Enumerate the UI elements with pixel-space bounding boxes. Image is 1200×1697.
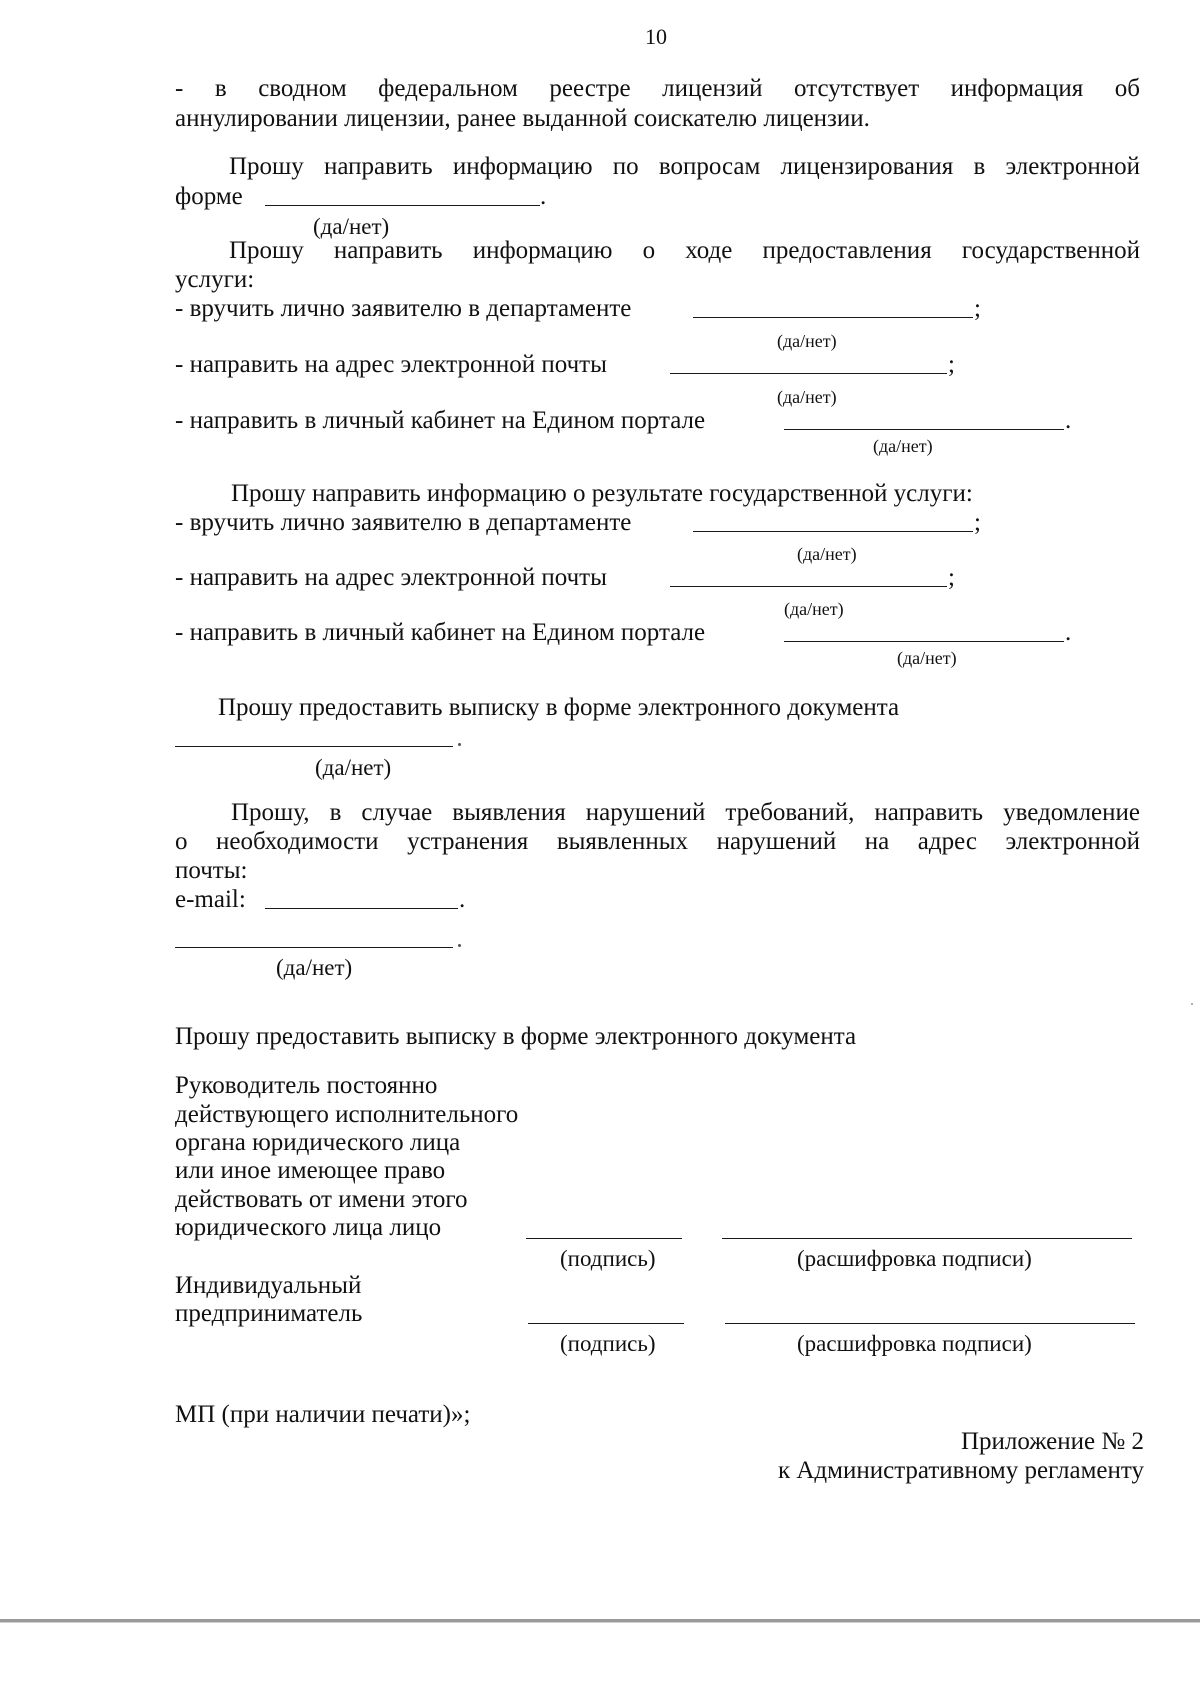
progress-line-1: Прошу направить информацию о ходе предоставления государственной xyxy=(229,237,1140,264)
req1-line-2: форме xyxy=(175,183,243,210)
intro-line-1: - в сводном федеральном реестре лицензий отсутствует информация об xyxy=(175,75,1140,102)
page-number: 10 xyxy=(645,24,667,49)
req1-period: . xyxy=(540,183,547,210)
result-item-1-semicolon: ; xyxy=(974,509,981,536)
result-item-2-semicolon: ; xyxy=(948,564,955,591)
scan-speck xyxy=(1191,1003,1193,1005)
result-item-3: - направить в личный кабинет на Едином портале xyxy=(175,619,706,646)
appendix-line-1: Приложение № 2 xyxy=(960,1428,1144,1455)
violation-answer-line[interactable] xyxy=(175,947,453,948)
progress-item-1: - вручить лично заявителю в департаменте xyxy=(175,295,632,322)
head-line-3: органа юридического лица xyxy=(175,1129,461,1156)
req1-yes-no-caption: (да/нет) xyxy=(313,214,390,239)
email-period: . xyxy=(459,886,466,913)
progress-item-1-caption: (да/нет) xyxy=(777,331,837,351)
head-line-6: юридического лица лицо xyxy=(175,1214,442,1241)
entrepreneur-decode-caption: (расшифровка подписи) xyxy=(797,1331,1032,1356)
extract-request-2: Прошу предоставить выписку в форме электронного документа xyxy=(175,1023,857,1050)
progress-item-2-semicolon: ; xyxy=(948,351,955,378)
result-item-2: - направить на адрес электронной почты xyxy=(175,564,607,591)
extract-request-1-dot xyxy=(458,743,461,746)
entrepreneur-line-1: Индивидуальный xyxy=(175,1272,362,1299)
progress-item-1-answer-line[interactable] xyxy=(693,317,973,318)
head-signature-line[interactable] xyxy=(526,1238,682,1239)
progress-item-2-caption: (да/нет) xyxy=(777,387,837,407)
entrepreneur-decode-line[interactable] xyxy=(725,1323,1135,1324)
email-input-line[interactable] xyxy=(265,908,458,909)
intro-line-2: аннулировании лицензии, ранее выданной соискателю лицензии. xyxy=(175,105,870,132)
extract-request-1: Прошу предоставить выписку в форме электронного документа xyxy=(218,694,900,721)
page-bottom-edge-shadow xyxy=(0,1622,1200,1623)
progress-item-3-period: . xyxy=(1065,407,1072,434)
result-item-1: - вручить лично заявителю в департаменте xyxy=(175,509,632,536)
progress-item-2: - направить на адрес электронной почты xyxy=(175,351,607,378)
result-item-1-caption: (да/нет) xyxy=(797,544,857,564)
result-item-3-caption: (да/нет) xyxy=(897,648,957,668)
head-line-2: действующего исполнительного xyxy=(175,1101,519,1128)
entrepreneur-signature-line[interactable] xyxy=(528,1323,684,1324)
violation-answer-dot xyxy=(458,944,461,947)
result-item-2-answer-line[interactable] xyxy=(670,586,947,587)
appendix-line-2: к Административному регламенту xyxy=(777,1457,1144,1484)
stamp-note: МП (при наличии печати)»; xyxy=(175,1401,471,1428)
progress-item-3-caption: (да/нет) xyxy=(873,436,933,456)
entrepreneur-line-2: предприниматель xyxy=(175,1300,363,1327)
entrepreneur-signature-caption: (подпись) xyxy=(560,1331,656,1356)
result-line-1: Прошу направить информацию о результате государственной услуги: xyxy=(231,480,973,507)
head-line-1: Руководитель постоянно xyxy=(175,1072,438,1099)
extract-request-1-caption: (да/нет) xyxy=(315,755,392,780)
head-line-5: действовать от имени этого xyxy=(175,1186,468,1213)
req1-answer-line[interactable] xyxy=(265,205,540,206)
violation-caption: (да/нет) xyxy=(276,955,353,980)
progress-item-1-semicolon: ; xyxy=(974,295,981,322)
result-item-3-period: . xyxy=(1065,619,1072,646)
head-decode-line[interactable] xyxy=(722,1238,1132,1239)
violation-line-3: почты: xyxy=(175,857,248,884)
head-signature-caption: (подпись) xyxy=(560,1246,656,1271)
extract-request-1-answer-line[interactable] xyxy=(175,746,453,747)
progress-item-2-answer-line[interactable] xyxy=(670,373,947,374)
progress-item-3: - направить в личный кабинет на Едином портале xyxy=(175,407,706,434)
progress-item-3-answer-line[interactable] xyxy=(784,429,1064,430)
result-item-3-answer-line[interactable] xyxy=(784,641,1064,642)
result-item-1-answer-line[interactable] xyxy=(693,531,973,532)
req1-line-1: Прошу направить информацию по вопросам лицензирования в электронной xyxy=(229,153,1140,180)
email-label: e-mail: xyxy=(175,886,246,913)
progress-line-2: услуги: xyxy=(175,266,255,293)
result-item-2-caption: (да/нет) xyxy=(784,599,844,619)
head-decode-caption: (расшифровка подписи) xyxy=(797,1246,1032,1271)
violation-line-2: о необходимости устранения выявленных нарушений на адрес электронной xyxy=(175,828,1140,855)
head-line-4: или иное имеющее право xyxy=(175,1157,446,1184)
violation-line-1: Прошу, в случае выявления нарушений требований, направить уведомление xyxy=(231,799,1140,826)
